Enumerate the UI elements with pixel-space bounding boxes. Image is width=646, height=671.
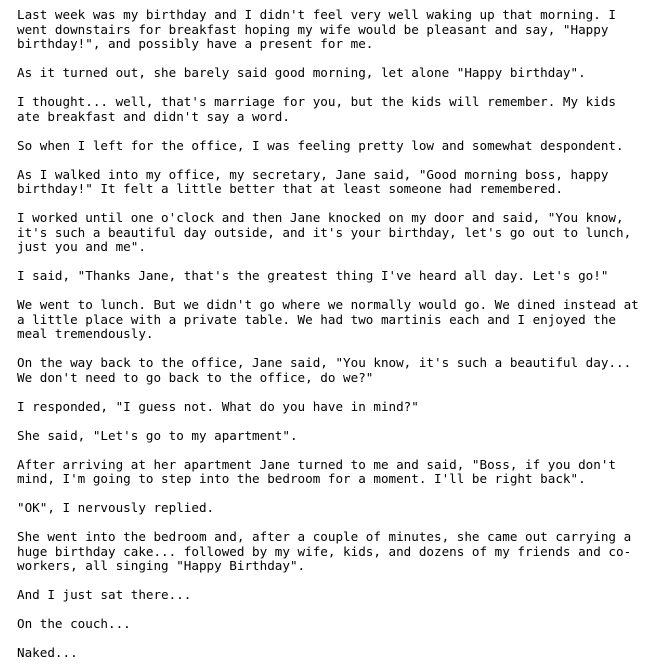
text-line: She said, "Let's go to my apartment". <box>17 427 298 443</box>
text-line: mind, I'm going to step into the bedroom for a moment. I'll be right back". <box>17 471 586 486</box>
text-line: And I just sat there... <box>17 587 192 602</box>
text-line: She went into the bedroom and, after a couple of minutes, she came out carrying a <box>17 529 632 544</box>
paragraph <box>17 617 646 632</box>
text-line: As it turned out, she barely said good morning, let alone "Happy birthday". <box>17 65 586 80</box>
text-line: I said, "Thanks Jane, that's the greatest thing I've heard all day. Let's go!" <box>17 268 609 283</box>
text-line: I worked until one o'clock and then Jane knocked on my door and said, "You know, <box>17 210 624 225</box>
paragraph <box>17 66 646 81</box>
text-line: workers, all singing "Happy Birthday". <box>17 558 306 573</box>
text-line: On the couch... <box>17 616 131 631</box>
paragraph <box>17 95 646 124</box>
paragraph <box>17 168 646 197</box>
paragraph <box>17 501 646 516</box>
text-line: ate breakfast and didn't say a word. <box>17 108 290 124</box>
paragraph <box>17 269 646 284</box>
text-line: a little place with a private table. We had two martinis each and I enjoyed the <box>17 311 616 327</box>
text-line: meal tremendously. <box>17 326 154 341</box>
paragraph <box>17 458 646 487</box>
text-line: Last week was my birthday and I didn't feel very well waking up that morning. I <box>17 7 616 22</box>
text-line: I responded, "I guess not. What do you have in mind?" <box>17 398 419 414</box>
text-line: birthday!" It felt a little better that at least someone had remembered. <box>17 181 563 196</box>
paragraph <box>17 400 646 415</box>
document-text <box>17 8 646 661</box>
text-line: On the way back to the office, Jane said, "You know, it's such a beautiful day... <box>17 355 632 370</box>
paragraph <box>17 139 646 154</box>
paragraph <box>17 429 646 444</box>
text-line: As I walked into my office, my secretary, Jane said, "Good morning boss, happy <box>17 166 609 182</box>
text-line: just you and me". <box>17 239 146 254</box>
text-line: went downstairs for breakfast hoping my wife would be pleasant and say, "Happy <box>17 21 609 37</box>
text-line: So when I left for the office, I was feeling pretty low and somewhat despondent. <box>17 137 624 153</box>
text-line: "OK", I nervously replied. <box>17 500 215 515</box>
paragraph <box>17 530 646 574</box>
paragraph <box>17 588 646 603</box>
text-line: We don't need to go back to the office, do we?" <box>17 369 374 385</box>
text-line: I thought... well, that's marriage for you, but the kids will remember. My kids <box>17 94 616 109</box>
text-line: it's such a beautiful day outside, and it's your birthday, let's go out to lunch, <box>17 224 632 240</box>
paragraph <box>17 211 646 255</box>
text-line: Naked... <box>17 645 78 660</box>
text-line: huge birthday cake... followed by my wife, kids, and dozens of my friends and co- <box>17 543 632 559</box>
paragraph <box>17 646 646 661</box>
paragraph <box>17 298 646 342</box>
text-line: birthday!", and possibly have a present for me. <box>17 36 374 51</box>
paragraph <box>17 356 646 385</box>
paragraph <box>17 8 646 52</box>
text-line: We went to lunch. But we didn't go where we normally would go. We dined instead at <box>17 297 639 312</box>
text-line: After arriving at her apartment Jane turned to me and said, "Boss, if you don't <box>17 456 616 472</box>
